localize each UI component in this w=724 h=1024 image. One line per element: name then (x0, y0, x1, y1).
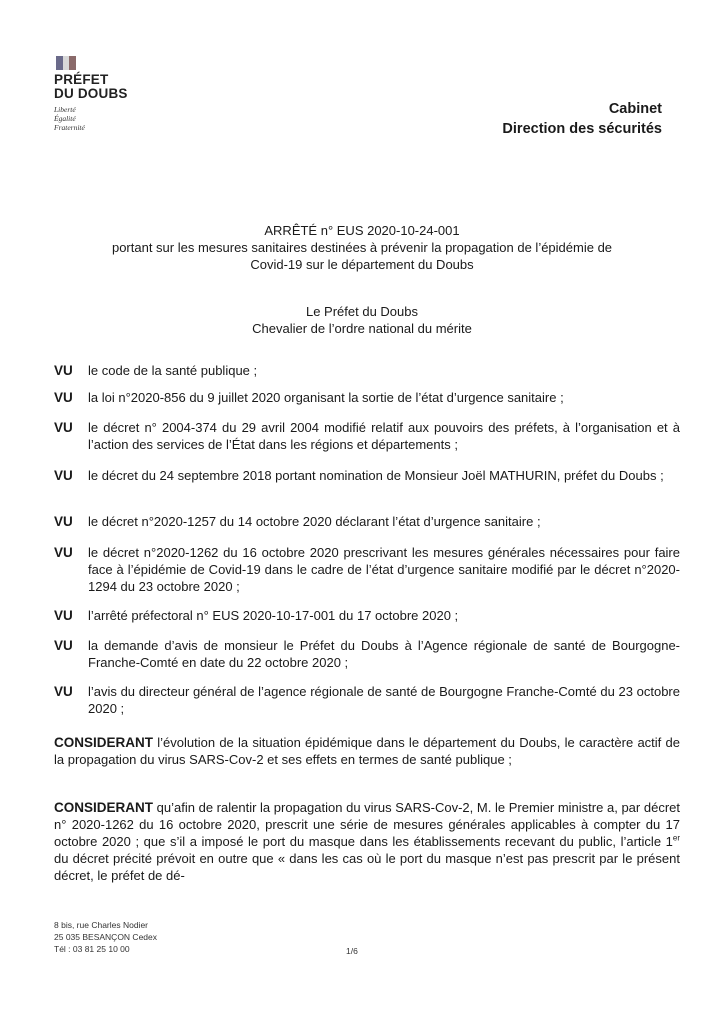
vu-label: VU (54, 638, 73, 653)
vu-text: l’arrêté préfectoral n° EUS 2020-10-17-001 du 17 octobre 2020 ; (88, 608, 459, 623)
footer-city: 25 035 BESANÇON Cedex (54, 932, 157, 942)
vu-text: le décret n°2020-1257 du 14 octobre 2020 déclarant l’état d’urgence sanitaire ; (88, 514, 541, 529)
vu-label: VU (54, 545, 73, 560)
vu-label: VU (54, 684, 73, 699)
vu-item (54, 419, 680, 453)
vu-text: l’avis du directeur général de l’agence régionale de santé de Bourgogne Franche-Comté du 23 octobre 2020 ; (88, 684, 680, 716)
vu-label: VU (54, 390, 73, 405)
vu-text: le décret du 24 septembre 2018 portant nomination de Monsieur Joël MATHURIN, préfet du Doubs ; (88, 468, 664, 483)
vu-item (54, 607, 680, 624)
prefet-line1: PRÉFET (54, 72, 109, 87)
prefet-line2: DU DOUBS (54, 86, 128, 101)
footer-phone: Tél : 03 81 25 10 00 (54, 944, 130, 954)
considerant-text: qu’afin de ralentir la propagation du virus SARS-Cov-2, M. le Premier ministre a, par décret n° 2020-1262 du 16 octobre 2020, prescrit une série de mesures générales applicables à compter du 17 octobre 2020 ; que s’il a imposé le port du masque dans les établissements recevant du public, l’article 1 (54, 800, 680, 849)
vu-item (54, 637, 680, 671)
superscript-er: er (672, 833, 680, 843)
vu-text: le décret n°2020-1262 du 16 octobre 2020 prescrivant les mesures générales nécessaires pour faire face à l’épidémie de Covid-19 dans le cadre de l’état d’urgence sanitaire modifié par le décret n°2020-1294 du 23 octobre 2020 ; (88, 545, 680, 594)
vu-item (54, 544, 680, 595)
vu-text: le code de la santé publique ; (88, 363, 258, 378)
prefet-name: Le Préfet du Doubs (305, 304, 419, 319)
arrete-number: ARRÊTÉ n° EUS 2020-10-24-001 (264, 223, 460, 238)
vu-item (54, 513, 680, 530)
service-cabinet: Cabinet (608, 101, 662, 117)
vu-text: la demande d’avis de monsieur le Préfet du Doubs à l’Agence régionale de santé de Bourgogne-Franche-Comté en date du 22 octobre 2020 ; (88, 638, 680, 670)
vu-label: VU (54, 363, 73, 378)
vu-item (54, 683, 680, 717)
motto-liberte: Liberté (54, 105, 76, 114)
vu-label: VU (54, 468, 73, 483)
arrete-subject-line2: Covid-19 sur le département du Doubs (250, 257, 474, 272)
arrete-title (40, 222, 684, 273)
motto-fraternite: Fraternité (54, 123, 85, 132)
motto-egalite: Égalité (54, 114, 76, 123)
arrete-subject-line1: portant sur les mesures sanitaires destinées à prévenir la propagation de l’épidémie de (111, 240, 613, 255)
service-direction: Direction des sécurités (502, 121, 662, 137)
considerant-text: l’évolution de la situation épidémique dans le département du Doubs, le caractère actif de la propagation du virus SARS-Cov-2 et ses effets en termes de santé publique ; (54, 735, 680, 767)
marianne-flag-icon (56, 56, 76, 70)
vu-item (54, 362, 680, 379)
republic-motto (54, 105, 184, 132)
service-header (502, 99, 662, 139)
prefet-signatory (40, 303, 684, 337)
considerant-paragraph (54, 734, 680, 768)
considerant-label: CONSIDERANT (54, 800, 154, 815)
page-number: 1/6 (346, 946, 358, 956)
vu-text: la loi n°2020-856 du 9 juillet 2020 organisant la sortie de l’état d’urgence sanitaire ; (88, 390, 564, 405)
considerant-paragraph (54, 799, 680, 884)
vu-label: VU (54, 608, 73, 623)
footer-address (54, 919, 157, 955)
vu-label: VU (54, 514, 73, 529)
prefecture-logo (54, 56, 184, 132)
prefet-honor: Chevalier de l’ordre national du mérite (252, 321, 472, 336)
considerant-label: CONSIDERANT (54, 735, 154, 750)
vu-label: VU (54, 420, 73, 435)
vu-item (54, 389, 680, 406)
vu-text: le décret n° 2004-374 du 29 avril 2004 modifié relatif aux pouvoirs des préfets, à l’organisation et à l’action des services de l’État dans les régions et départements ; (88, 420, 680, 452)
footer-street: 8 bis, rue Charles Nodier (54, 920, 149, 930)
considerant-text-continued: du décret précité prévoit en outre que « dans les cas où le port du masque n’est pas prescrit par le présent décret, le préfet de dé- (54, 851, 680, 883)
vu-item (54, 467, 680, 484)
